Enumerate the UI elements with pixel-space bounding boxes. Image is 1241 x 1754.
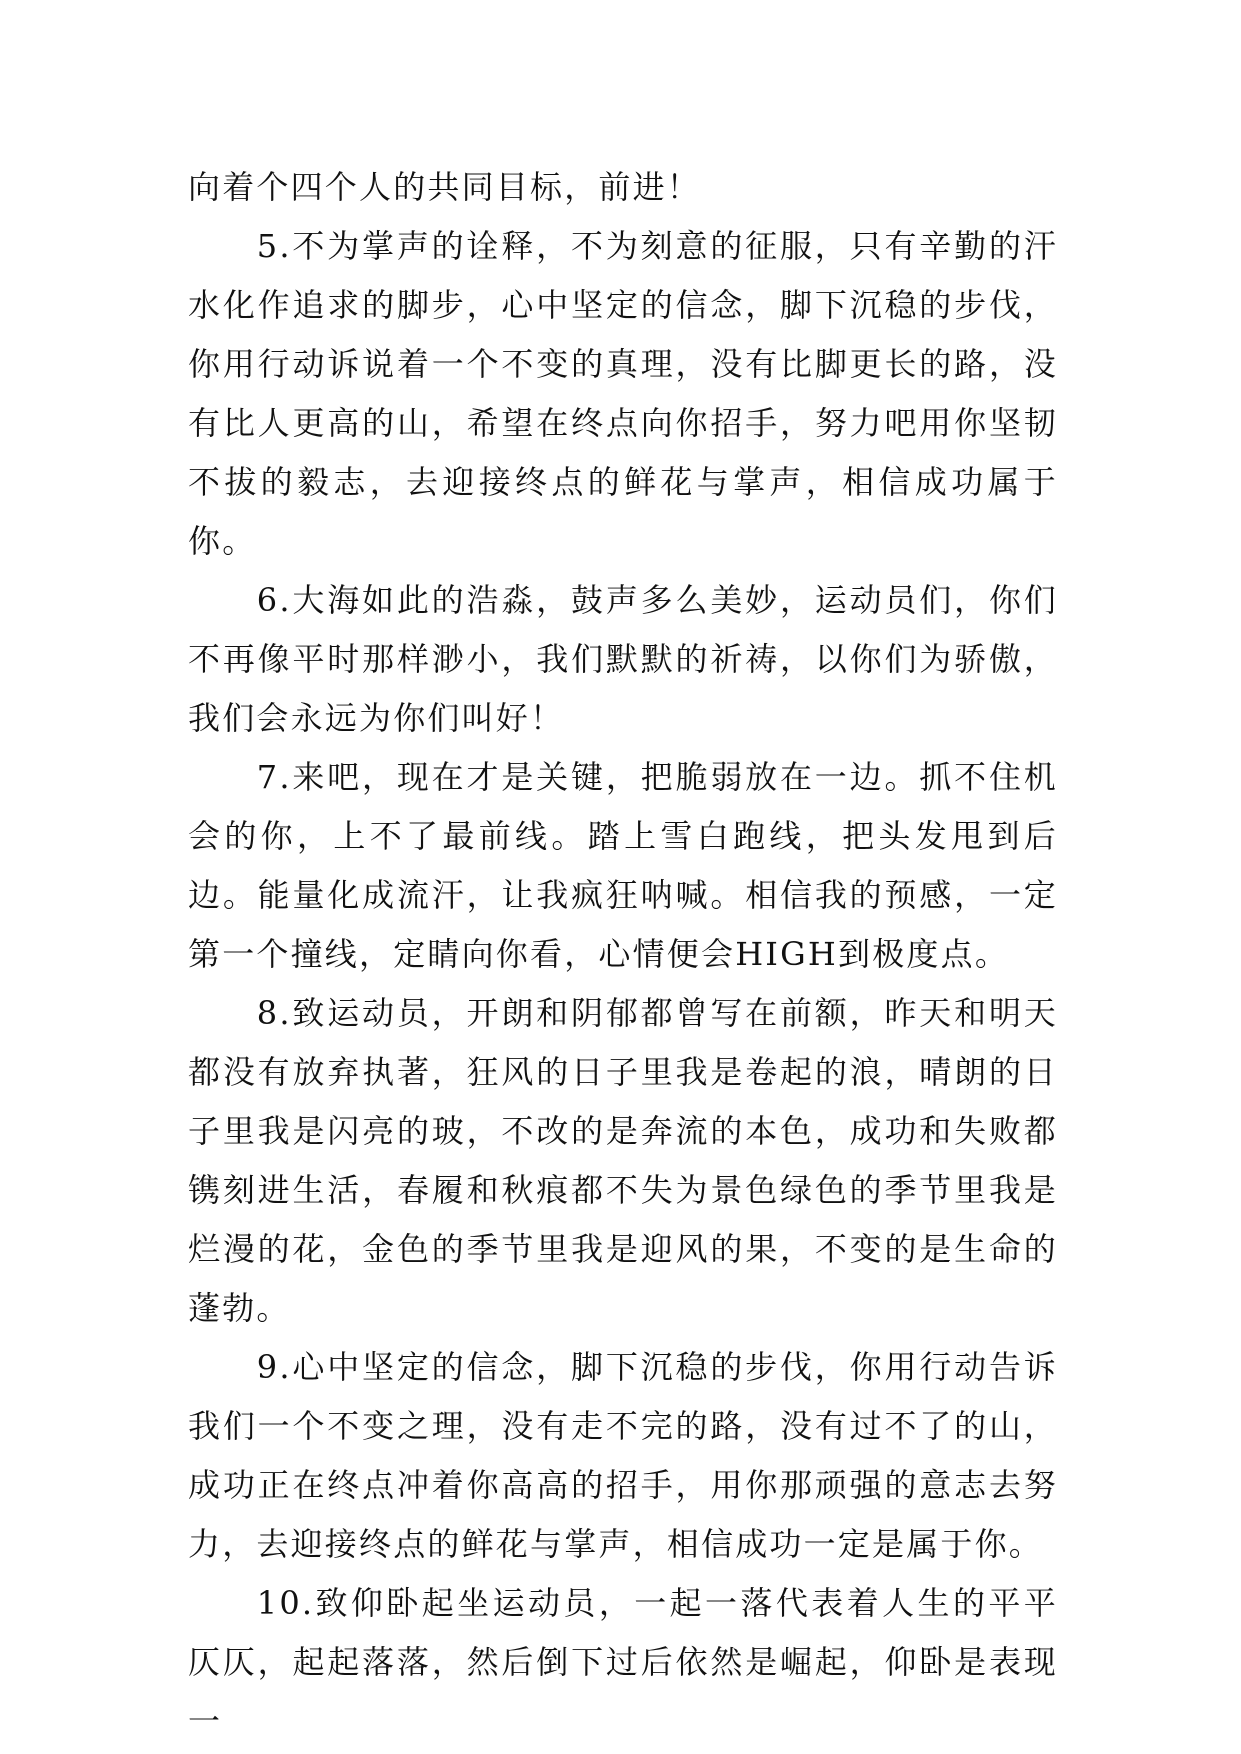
paragraph-10: 10.致仰卧起坐运动员，一起一落代表着人生的平平仄仄，起起落落，然后倒下过后依然是崛起，仰卧是表现一: [188, 1584, 1058, 1740]
paragraph-7: 7.来吧，现在才是关键，把脆弱放在一边。抓不住机会的你，上不了最前线。踏上雪白跑线，把头发甩到后边。能量化成流汗，让我疯狂呐喊。相信我的预感，一定第一个撞线，定睛向你看，心情便会HIGH到极度点。: [188, 758, 1058, 973]
document-body: [188, 158, 1058, 1751]
paragraph-continued: 向着个四个人的共同目标，前进！: [188, 168, 702, 206]
paragraph-5: 5.不为掌声的诠释，不为刻意的征服，只有辛勤的汗水化作追求的脚步，心中坚定的信念，脚下沉稳的步伐，你用行动诉说着一个不变的真理，没有比脚更长的路，没有比人更高的山，希望在终点向你招手，努力吧用你坚韧不拔的毅志，去迎接终点的鲜花与掌声，相信成功属于你。: [188, 227, 1058, 560]
paragraph-9: 9.心中坚定的信念，脚下沉稳的步伐，你用行动告诉我们一个不变之理，没有走不完的路，没有过不了的山，成功正在终点冲着你高高的招手，用你那顽强的意志去努力，去迎接终点的鲜花与掌声，相信成功一定是属于你。: [188, 1348, 1058, 1563]
paragraph-8: 8.致运动员，开朗和阴郁都曾写在前额，昨天和明天都没有放弃执著，狂风的日子里我是卷起的浪，晴朗的日子里我是闪亮的玻，不改的是奔流的本色，成功和失败都镌刻进生活，春履和秋痕都不失为景色绿色的季节里我是烂漫的花，金色的季节里我是迎风的果，不变的是生命的蓬勃。: [188, 994, 1058, 1327]
paragraph-6: 6.大海如此的浩淼，鼓声多么美妙，运动员们，你们不再像平时那样渺小，我们默默的祈祷，以你们为骄傲，我们会永远为你们叫好！: [188, 581, 1058, 737]
